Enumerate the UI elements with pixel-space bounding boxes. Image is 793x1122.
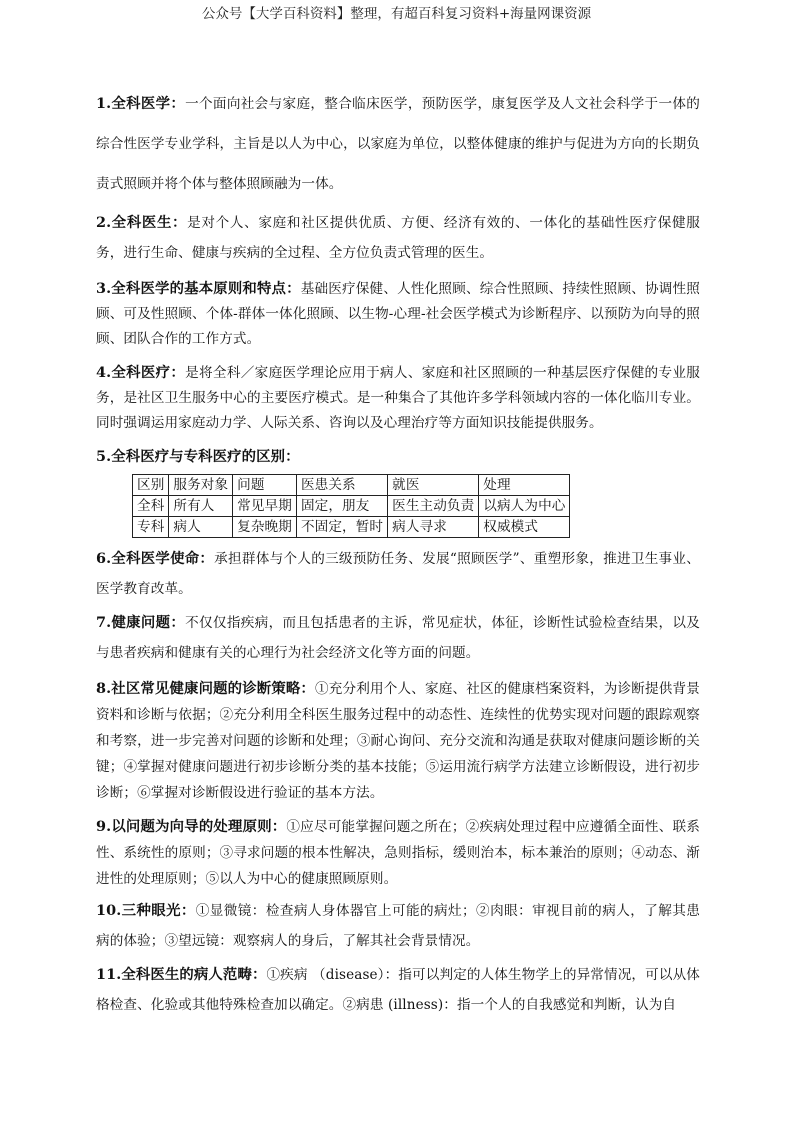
- table-header-cell: 处理: [479, 475, 570, 496]
- term-heading: 9.以问题为向导的处理原则：: [96, 818, 287, 835]
- term-text: ①应尽可能掌握问题之所在；②疾病处理过程中应遵循全面性、联系性、系统性的原则；③寻求问题的根本性解决，急则指标，缓则治本，标本兼治的原则；④动态、渐进性的处理原则；⑤以人为中心的健康照顾原则。: [96, 819, 700, 887]
- definition-item-5: [96, 444, 700, 470]
- table-cell: 不固定，暂时: [296, 517, 387, 538]
- definition-item-1: [96, 84, 700, 204]
- table-header-cell: 区别: [133, 475, 169, 496]
- table-cell: 复杂晚期: [233, 517, 297, 538]
- term-heading: 7.健康问题：: [96, 614, 186, 631]
- term-text: 一个面向社会与家庭，整合临床医学，预防医学，康复医学及人文社会科学于一体的综合性医学专业学科，主旨是以人为中心，以家庭为单位，以整体健康的维护与促进为方向的长期负责式照顾并将个体与整体照顾融为一体。: [96, 96, 700, 192]
- page-header: 公众号【大学百科资料】整理，有超百科复习资料+海量网课资源: [201, 6, 592, 22]
- table-cell: 权威模式: [479, 517, 570, 538]
- term-text: ①充分利用个人、家庭、社区的健康档案资料，为诊断提供背景资料和诊断与依据；②充分利用全科医生服务过程中的动态性、连续性的优势实现对问题的跟踪观察和考察，进一步完善对问题的诊断和处理；③耐心询问、充分交流和沟通是获取对健康问题诊断的关键；④掌握对健康问题进行初步诊断分类的基本技能；⑤运用流行病学方法建立诊断假设，进行初步诊断；⑥掌握对诊断假设进行验证的基本方法。: [96, 681, 700, 801]
- table-cell: 专科: [133, 517, 169, 538]
- definition-item-4: [96, 360, 700, 436]
- term-text: 基础医疗保健、人性化照顾、综合性照顾、持续性照顾、协调性照顾、可及性照顾、个体-群体一体化照顾、以生物-心理-社会医学模式为诊断程序、以预防为向导的照顾、团队合作的工作方式。: [96, 281, 700, 347]
- term-text: ①疾病 （disease）：指可以判定的人体生物学上的异常情况，可以从体格检查、化验或其他特殊检查加以确定。②病患 (illness)：指一个人的自我感觉和判断，认为自: [96, 967, 700, 1013]
- table-header-cell: 服务对象: [169, 475, 233, 496]
- term-heading: 10.三种眼光：: [96, 902, 196, 919]
- term-heading: 8.社区常见健康问题的诊断策略：: [96, 680, 315, 697]
- table-header-cell: 医患关系: [296, 475, 387, 496]
- definition-item-6: [96, 544, 700, 604]
- term-text: 是对个人、家庭和社区提供优质、方便、经济有效的、一体化的基础性医疗保健服务，进行生命、健康与疾病的全过程、全方位负责式管理的医生。: [96, 215, 700, 261]
- term-heading: 4.全科医疗：: [96, 364, 186, 381]
- table-row: [133, 496, 570, 517]
- term-text: 是将全科／家庭医学理论应用于病人、家庭和社区照顾的一种基层医疗保健的专业服务，是社区卫生服务中心的主要医疗模式。是一种集合了其他许多学科领域内容的一体化临川专业。同时强调运用家庭动力学、人际关系、咨询以及心理治疗等方面知识技能提供服务。: [96, 365, 700, 431]
- term-text: 承担群体与个人的三级预防任务、发展“照顾医学”、重塑形象，推进卫生事业、医学教育改革。: [96, 551, 700, 597]
- table-cell: 所有人: [169, 496, 233, 517]
- term-heading: 11.全科医生的病人范畴：: [96, 966, 267, 983]
- table-header-cell: 问题: [233, 475, 297, 496]
- definition-item-8: [96, 676, 700, 806]
- table-cell: 固定，朋友: [296, 496, 387, 517]
- term-text: ①显微镜：检查病人身体器官上可能的病灶；②肉眼：审视目前的病人，了解其患病的体验；③望远镜：观察病人的身后，了解其社会背景情况。: [96, 903, 700, 949]
- table-cell: 全科: [133, 496, 169, 517]
- table-cell: 常见早期: [233, 496, 297, 517]
- document-body: [96, 88, 700, 1020]
- table-cell: 以病人为中心: [479, 496, 570, 517]
- definition-item-11: [96, 960, 700, 1020]
- term-heading: 5.全科医疗与专科医疗的区别：: [96, 448, 300, 465]
- term-heading: 3.全科医学的基本原则和特点：: [96, 280, 301, 297]
- definition-item-3: [96, 276, 700, 352]
- term-heading: 6.全科医学使命：: [96, 550, 215, 567]
- table-cell: 医生主动负责: [388, 496, 479, 517]
- table-header-row: [133, 475, 570, 496]
- term-heading: 1.全科医学：: [96, 95, 186, 112]
- definition-item-10: [96, 896, 700, 956]
- comparison-table: [132, 474, 570, 538]
- definition-item-9: [96, 814, 700, 892]
- table-header-cell: 就医: [388, 475, 479, 496]
- table-cell: 病人寻求: [388, 517, 479, 538]
- definition-item-2: [96, 208, 700, 268]
- term-heading: 2.全科医生：: [96, 214, 188, 231]
- table-row: [133, 517, 570, 538]
- definition-item-7: [96, 608, 700, 668]
- table-cell: 病人: [169, 517, 233, 538]
- term-text: 不仅仅指疾病，而且包括患者的主诉，常见症状，体征，诊断性试验检查结果，以及与患者疾病和健康有关的心理行为社会经济文化等方面的问题。: [96, 615, 700, 661]
